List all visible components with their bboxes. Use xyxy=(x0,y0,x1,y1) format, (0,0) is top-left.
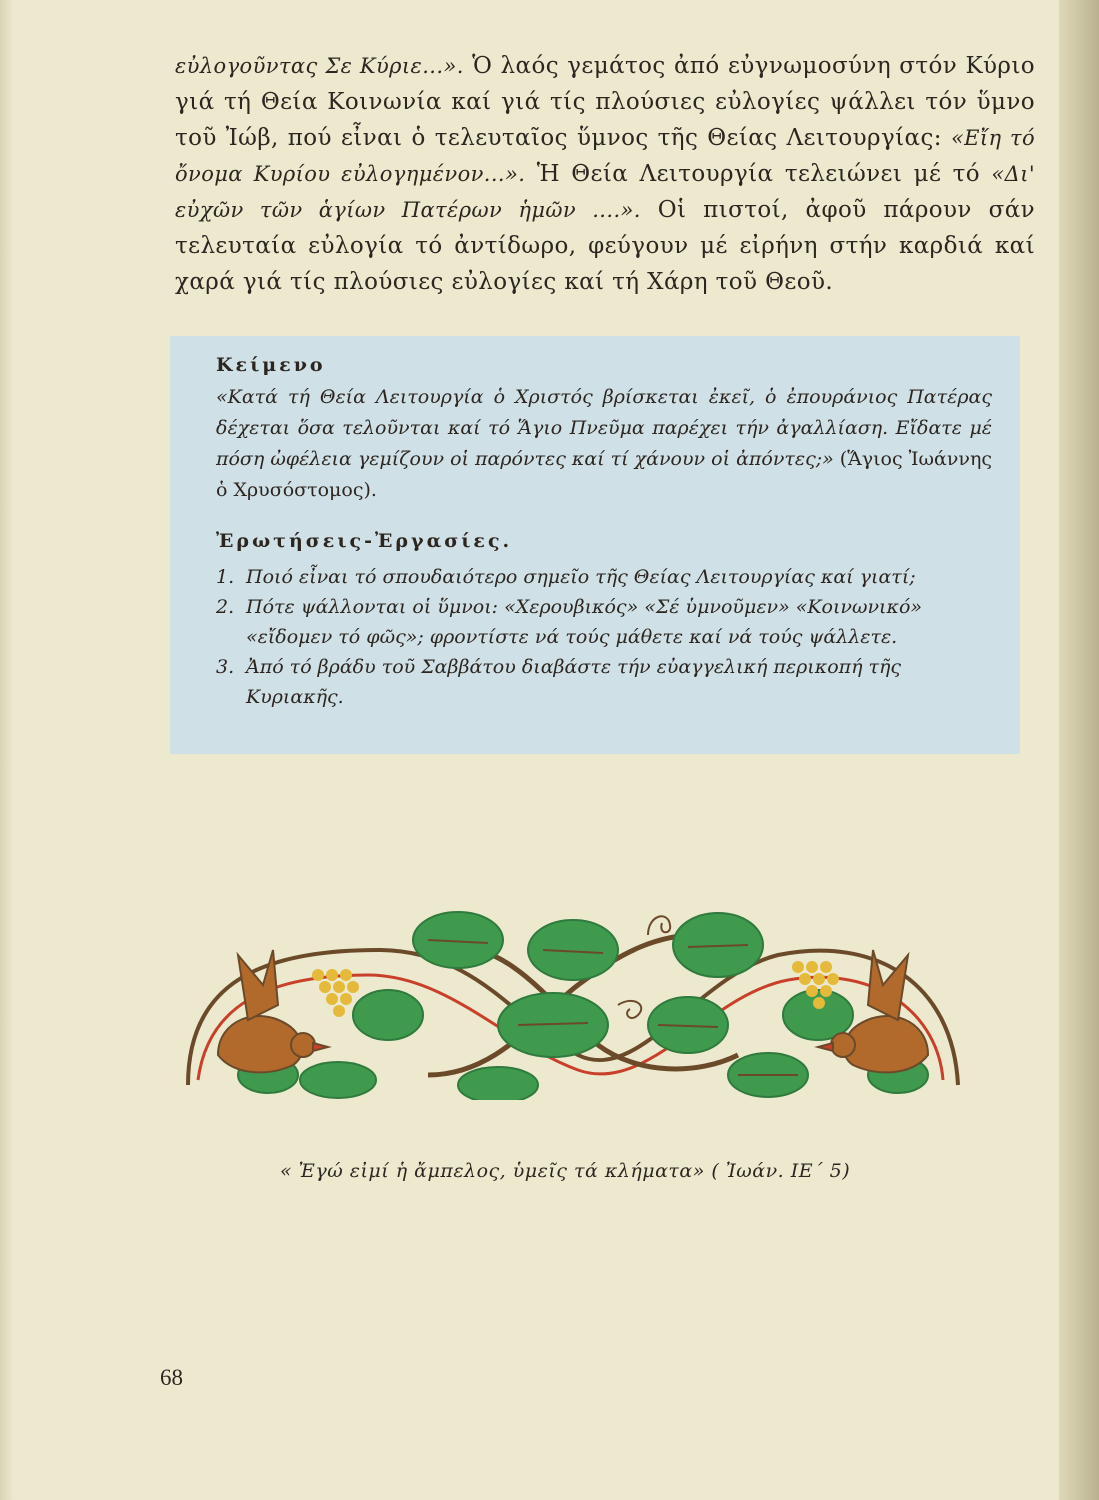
intro-prayer: «Δι' εὐχῶν τῶν ἁγίων Πατέρων ἡμῶν ....». xyxy=(175,162,1035,222)
vine-tendril xyxy=(618,1001,641,1018)
question-item xyxy=(216,592,992,652)
intro-sentence-2: Ἡ Θεία Λειτουργία τελειώνει μέ τό xyxy=(525,161,992,187)
questions-list xyxy=(216,562,992,712)
vine-leaf xyxy=(353,990,423,1040)
vine-birds-ornament-icon xyxy=(178,905,968,1100)
question-number: 1. xyxy=(216,566,235,588)
questions-heading: Ἐρωτήσεις-Ἐργασίες. xyxy=(216,530,513,552)
book-spine xyxy=(1059,0,1099,1500)
quote-text: «Κατά τή Θεία Λειτουργία ὁ Χριστός βρίσκεται ἐκεῖ, ὁ ἐπουράνιος Πατέρας δέχεται ὅσα τελοῦνται καί τό Ἅγιο Πνεῦμα παρέχει τήν ἀγαλλίαση. Εἴδατε μέ πόση ὠφέλεια γεμίζουν οἱ παρόντες καί τί χάνουν οἱ ἀπόντες;» xyxy=(216,386,992,470)
page-number: 68 xyxy=(160,1365,183,1390)
question-number: 3. xyxy=(216,656,235,678)
vine-leaf xyxy=(528,920,618,980)
chrysostom-quote xyxy=(216,382,992,506)
question-text: Πότε ψάλλονται οἱ ὕμνοι: «Χερουβικός» «Σέ ὑμνοῦμεν» «Κοινωνικό» «εἴδομεν τό φῶς»; φροντίστε νά τούς μάθετε καί νά τούς ψάλλετε. xyxy=(246,596,923,648)
vine-tendril xyxy=(648,916,670,935)
vine-leaf xyxy=(300,1062,376,1098)
vine-leaf xyxy=(413,912,503,968)
page-left-edge xyxy=(0,0,14,1500)
quote-source: (Ἅγιος Ἰωάννης ὁ Χρυσόστομος). xyxy=(216,448,992,501)
text-heading: Κείμενο xyxy=(216,354,326,376)
question-text: Ποιό εἶναι τό σπουδαιότερο σημεῖο τῆς Θείας Λειτουργίας καί γιατί; xyxy=(246,566,916,588)
intro-sentence-3: Οἱ πιστοί, ἀφοῦ πάρουν σάν τελευταία εὐλογία τό ἀντίδωρο, φεύγουν μέ εἰρήνη στήν καρδιά καί χαρά γιά τίς πλούσιες εὐλογίες καί τή Χάρη τοῦ Θεοῦ. xyxy=(175,197,1036,295)
vine-leaf xyxy=(458,1067,538,1100)
intro-paragraph xyxy=(175,48,1035,300)
intro-hymn: «Εἴη τό ὄνομα Κυρίου εὐλογημένον...». xyxy=(175,126,1036,186)
intro-lead: εὐλογοῦντας Σε Κύριε...». xyxy=(175,54,464,78)
question-text: Ἀπό τό βράδυ τοῦ Σαββάτου διαβάστε τήν εὐαγγελική περικοπή τῆς Κυριακῆς. xyxy=(246,656,902,708)
question-item xyxy=(216,652,992,712)
ornament-caption: « Ἐγώ εἰμί ἡ ἄμπελος, ὑμεῖς τά κλήματα» ( Ἰωάν. ΙΕ΄ 5) xyxy=(280,1160,851,1182)
question-item xyxy=(216,562,992,592)
question-number: 2. xyxy=(216,596,235,618)
text-and-questions-panel xyxy=(170,336,1020,754)
intro-sentence-1: Ὁ λαός γεμάτος ἀπό εὐγνωμοσύνη στόν Κύριο γιά τή Θεία Κοινωνία καί γιά τίς πλούσιες εὐλογίες ψάλλει τόν ὕμνο τοῦ Ἰώβ, πού εἶναι ὁ τελευταῖος ὕμνος τῆς Θείας Λειτουργίας: xyxy=(175,53,1036,151)
